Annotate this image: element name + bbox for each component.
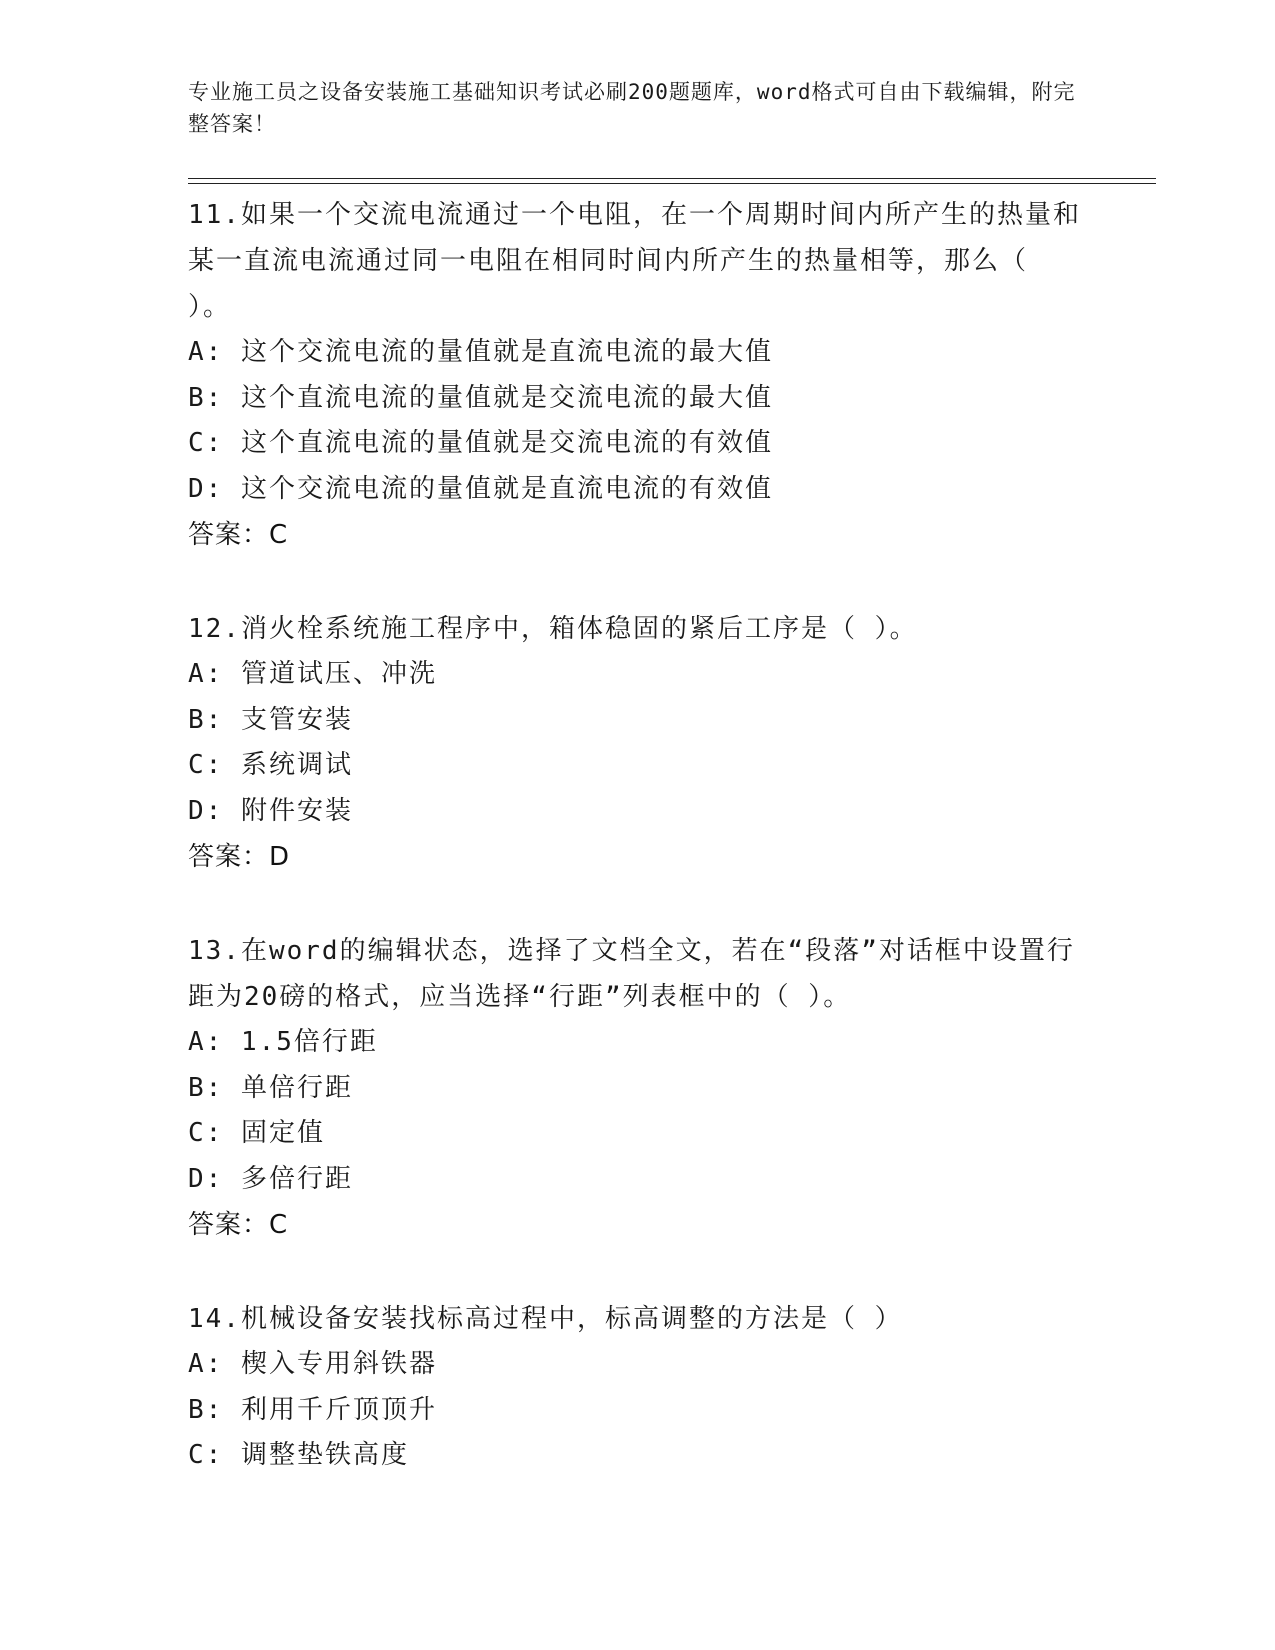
option-c: C: 固定值 [188, 1118, 325, 1148]
option-b: B: 这个直流电流的量值就是交流电流的最大值 [188, 382, 773, 413]
question-11 [188, 192, 1088, 558]
document-header: 专业施工员之设备安装施工基础知识考试必刷200题题库，word格式可自由下载编辑，附完整答案！ [188, 80, 1076, 136]
option-a: A: 这个交流电流的量值就是直流电流的最大值 [188, 337, 773, 367]
option-c: C: 这个直流电流的量值就是交流电流的有效值 [188, 428, 773, 458]
header-divider-thin [188, 183, 1156, 184]
option-a: A: 楔入专用斜铁器 [188, 1349, 437, 1379]
question-list [188, 192, 1088, 1527]
answer-label: 答案：D [188, 842, 291, 872]
answer-label: 答案：C [188, 1210, 289, 1240]
option-d: D: 这个交流电流的量值就是直流电流的有效值 [188, 473, 773, 504]
question-12 [188, 606, 1088, 880]
header-divider-thick [188, 178, 1156, 179]
question-stem: 11.如果一个交流电流通过一个电阻，在一个周期时间内所产生的热量和某一直流电流通过同一电阻在相同时间内所产生的热量相等，那么（ ）。 [188, 200, 1081, 322]
option-b: B: 单倍行距 [188, 1072, 353, 1103]
answer-label: 答案：C [188, 520, 289, 550]
option-c: C: 系统调试 [188, 750, 353, 780]
question-14 [188, 1296, 1088, 1479]
option-d: D: 多倍行距 [188, 1163, 353, 1194]
option-a: A: 1.5倍行距 [188, 1027, 378, 1057]
question-stem: 14.机械设备安装找标高过程中，标高调整的方法是（ ） [188, 1304, 903, 1334]
option-b: B: 支管安装 [188, 704, 353, 735]
option-a: A: 管道试压、冲洗 [188, 659, 437, 689]
question-13 [188, 928, 1088, 1248]
option-d: D: 附件安装 [188, 795, 353, 826]
option-c: C: 调整垫铁高度 [188, 1440, 409, 1470]
question-stem: 12.消火栓系统施工程序中，箱体稳固的紧后工序是（ ）。 [188, 614, 918, 644]
question-stem: 13.在word的编辑状态，选择了文档全文，若在“段落”对话框中设置行距为20磅的格式，应当选择“行距”列表框中的（ ）。 [188, 936, 1075, 1012]
option-b: B: 利用千斤顶顶升 [188, 1394, 437, 1425]
